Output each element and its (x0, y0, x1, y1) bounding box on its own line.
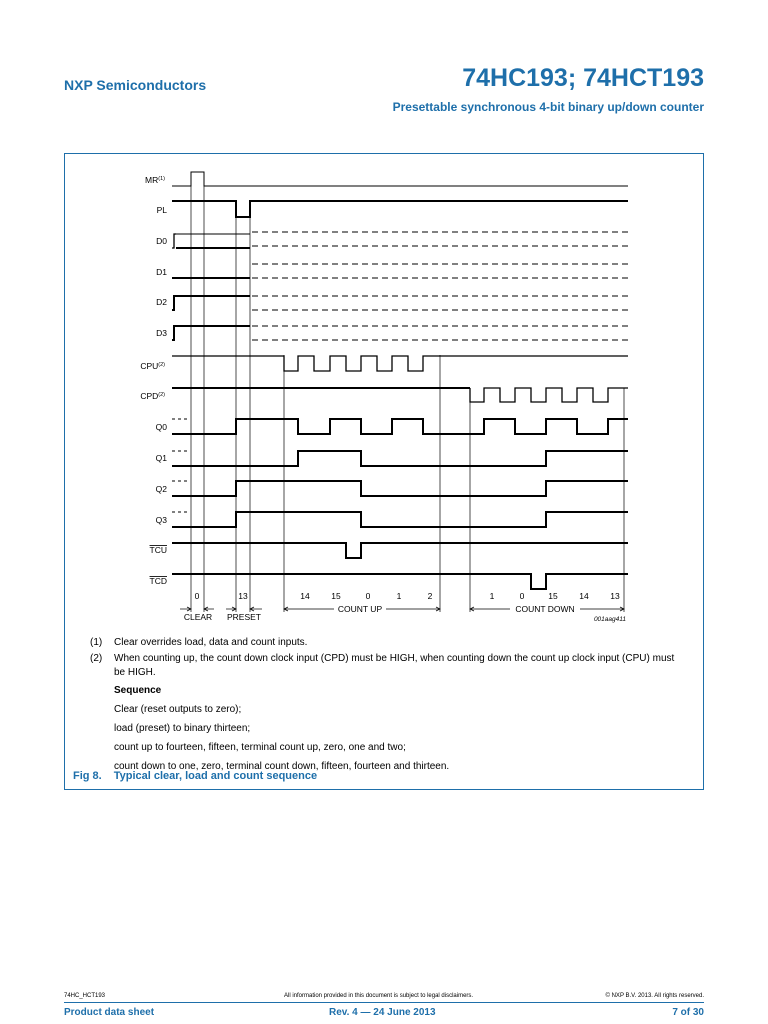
label-mr: MR$^{(1)}$ (145, 175, 165, 185)
label-d0: D0 (156, 236, 167, 246)
count-label: 14 (300, 591, 310, 601)
waveform-q0 (172, 419, 628, 434)
figure-number: Fig 8. (73, 770, 102, 782)
count-label: 1 (396, 591, 402, 601)
footer-page: 7 of 30 (672, 1007, 704, 1018)
note-item (90, 636, 680, 650)
note-item (90, 652, 680, 680)
header-part-number: 74HC193; 74HCT193 (462, 64, 704, 92)
note-number: (1) (90, 637, 103, 648)
phase-count-down-label: COUNT DOWN (515, 604, 575, 614)
waveform-tcu (172, 543, 628, 558)
sequence-line: count down to one, zero, terminal count down, fifteen, fourteen and thirteen. (114, 761, 450, 772)
waveform-q3 (172, 512, 628, 527)
count-label: 13 (238, 591, 248, 601)
label-cpd: CPD$^{(2)}$ (140, 391, 165, 401)
waveform-q2 (172, 481, 628, 496)
waveform-d2 (172, 296, 628, 310)
phase-labels (184, 604, 575, 622)
count-label: 0 (194, 591, 200, 601)
waveform-d0 (172, 232, 628, 248)
count-label: 15 (548, 591, 558, 601)
waveform-cpu (172, 356, 628, 371)
figure-caption (73, 770, 317, 782)
count-label: 1 (489, 591, 495, 601)
waveform-tcd (172, 574, 628, 589)
footer-copyright: © NXP B.V. 2013. All rights reserved. (605, 993, 704, 999)
label-d3: D3 (156, 328, 167, 338)
label-d1: D1 (156, 267, 167, 277)
count-label: 0 (519, 591, 525, 601)
waveform-d1 (172, 264, 628, 278)
label-d2: D2 (156, 297, 167, 307)
label-pl: PL (156, 205, 167, 215)
figure-notes (90, 636, 680, 774)
sequence-line: load (preset) to binary thirteen; (114, 723, 251, 734)
footer-doc-id: 74HC_HCT193 (64, 993, 106, 999)
sequence-title: Sequence (114, 685, 162, 696)
label-cpu: CPU$^{(2)}$ (140, 361, 165, 371)
note-text: Clear overrides load, data and count inputs. (114, 637, 308, 648)
footer-revision: Rev. 4 — 24 June 2013 (329, 1007, 436, 1018)
label-q2: Q2 (155, 484, 167, 494)
count-label: 15 (331, 591, 341, 601)
sequence-line: Clear (reset outputs to zero); (114, 704, 242, 715)
count-labels (195, 591, 620, 601)
waveform-pl (172, 201, 628, 217)
count-label: 0 (365, 591, 371, 601)
sequence-line: count up to fourteen, fifteen, terminal count up, zero, one and two; (114, 742, 406, 753)
waveform-mr (172, 172, 628, 186)
label-q3: Q3 (155, 515, 167, 525)
note-number: (2) (90, 653, 103, 664)
header-subtitle: Presettable synchronous 4-bit binary up/down counter (392, 100, 704, 114)
count-label: 14 (579, 591, 589, 601)
figure-id: 001aag411 (593, 616, 626, 623)
label-tcu: TCU (149, 545, 167, 555)
label-q0: Q0 (155, 422, 167, 432)
signal-labels (140, 175, 167, 586)
phase-count-up-label: COUNT UP (337, 604, 383, 614)
phase-preset-label: PRESET (226, 612, 262, 622)
footer-divider (64, 1002, 704, 1003)
footer-disclaimer: All information provided in this document is subject to legal disclaimers. (284, 993, 474, 999)
reference-lines (191, 172, 624, 612)
label-q1: Q1 (155, 453, 167, 463)
waveform-q1 (172, 451, 628, 466)
note-text: When counting up, the count down clock input (CPD) must be HIGH, when counting down the count up clock input (CPU) must be HIGH. (114, 653, 675, 678)
waveform-cpd (172, 388, 628, 402)
label-tcd: TCD (149, 576, 167, 586)
header-company: NXP Semiconductors (64, 77, 207, 93)
footer-doc-type: Product data sheet (64, 1007, 155, 1018)
count-label: 13 (610, 591, 620, 601)
waveform-d3 (172, 326, 628, 340)
count-label: 2 (427, 591, 433, 601)
phase-clear-label: CLEAR (183, 612, 213, 622)
figure-title: Typical clear, load and count sequence (113, 770, 318, 782)
